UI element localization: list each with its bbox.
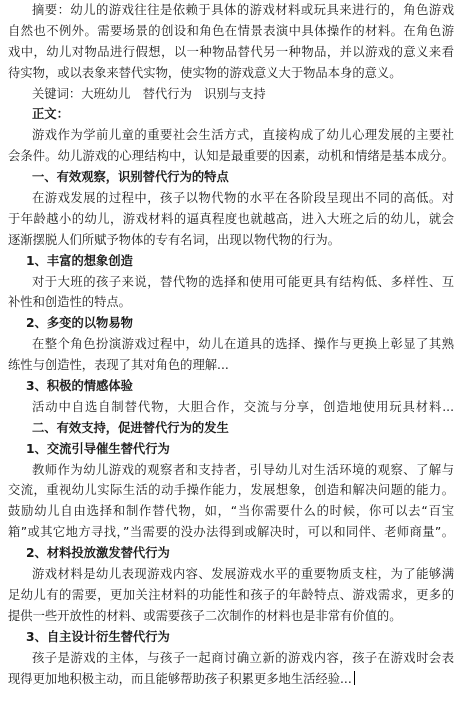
line-text: 补性和创造性的特点。 xyxy=(8,295,131,310)
line-text: 2、多变的以物易物 xyxy=(26,316,133,331)
section-heading-line xyxy=(8,439,454,460)
body-text-line xyxy=(8,272,454,293)
line-text: 练性与创造性，表现了其对角色的理解... xyxy=(8,358,229,373)
line-text: 戏中，幼儿对物品进行假想，以一种物品替代另一种物品，并以游戏的意义来看 xyxy=(8,44,454,59)
body-text-line xyxy=(8,230,454,251)
body-text-line xyxy=(8,480,454,501)
body-text-line xyxy=(8,564,454,585)
line-text: 交流，重视幼儿实际生活的动手操作能力，发展想象，创造和解决问题的能力。 xyxy=(8,483,454,498)
body-text-line xyxy=(8,606,454,627)
body-text-line xyxy=(8,84,454,105)
line-text: 逐渐摆脱人们所赋予物体的专有名词，出现以物代物的行为。 xyxy=(8,232,341,247)
line-text: 箱”或其它地方寻找，”当需要的没办法得到或解决时，可以和同伴、老师商量”。 xyxy=(8,525,454,540)
line-text: 一、有效观察，识别替代行为的特点 xyxy=(32,170,229,185)
line-text: 1、交流引导催生替代行为 xyxy=(26,441,170,456)
line-text: 正文： xyxy=(32,107,69,122)
body-text-line xyxy=(8,648,454,669)
body-text-line xyxy=(8,669,454,690)
section-heading-line xyxy=(8,627,454,648)
line-text: 在游戏发展的过程中，孩子以物代物的水平在各阶段呈现出不同的高低。对 xyxy=(32,191,454,206)
section-heading-line xyxy=(8,313,454,334)
line-text: 游戏作为学前儿童的重要社会生活方式，直接构成了幼儿心理发展的主要社 xyxy=(32,128,454,143)
body-text-line xyxy=(8,355,454,376)
body-text-line xyxy=(8,292,454,313)
line-text: 游戏材料是幼儿表现游戏内容、发展游戏水平的重要物质支柱，为了能够满 xyxy=(32,567,454,582)
line-text: 在整个角色扮演游戏过程中，幼儿在道具的选择、操作与更换上彰显了其熟 xyxy=(32,337,454,352)
body-text-line xyxy=(8,397,454,418)
line-text: 现得更加地积极主动，而且能够帮助孩子积累更多地生活经验... xyxy=(8,671,352,686)
section-heading-line xyxy=(8,167,454,188)
section-heading-line xyxy=(8,376,454,397)
body-text-line xyxy=(8,146,454,167)
body-text-line xyxy=(8,125,454,146)
line-text: 待实物，或以表象来替代实物，使实物的游戏意义大于物品本身的意义。 xyxy=(8,65,402,80)
line-text: 于年龄越小的幼儿，游戏材料的逼真程度也就越高，进入大班之后的幼儿，就会 xyxy=(8,211,454,226)
line-text: 自然也不例外。需要场景的创设和角色在情景表演中具体操作的材料。在角色游 xyxy=(8,23,454,38)
body-text-line xyxy=(8,209,454,230)
line-text: 孩子是游戏的主体，与孩子一起商讨确立新的游戏内容，孩子在游戏时会表 xyxy=(32,650,454,665)
section-heading-line xyxy=(8,104,454,125)
body-text-line xyxy=(8,501,454,522)
section-heading-line xyxy=(8,251,454,272)
line-text: 二、有效支持，促进替代行为的发生 xyxy=(32,420,229,435)
body-text-line xyxy=(8,585,454,606)
body-text-line xyxy=(8,188,454,209)
line-text: 对于大班的孩子来说，替代物的选择和使用可能更具有结构低、多样性、互 xyxy=(32,274,454,289)
line-text: 摘要：幼儿的游戏往往是依赖于具体的游戏材料或玩具来进行的，角色游戏 xyxy=(32,3,454,17)
section-heading-line xyxy=(8,543,454,564)
line-text: 教师作为幼儿游戏的观察者和支持者，引导幼儿对生活环境的观察、了解与 xyxy=(32,462,454,477)
body-text-line xyxy=(8,334,454,355)
line-text: 会条件。幼儿游戏的心理结构中，认知是最重要的因素，动机和情绪是基本成分。 xyxy=(8,149,454,164)
line-text: 关键词：大班幼儿 替代行为 识别与支持 xyxy=(32,86,266,101)
section-heading-line xyxy=(8,418,454,439)
body-text-line xyxy=(8,522,454,543)
line-text: 3、积极的情感体验 xyxy=(26,379,133,394)
line-text: 1、丰富的想象创造 xyxy=(26,253,133,268)
text-cursor xyxy=(354,671,355,685)
line-text: 3、自主设计衍生替代行为 xyxy=(26,629,170,644)
line-text: 活动中自选自制替代物，大胆合作，交流与分享，创造地使用玩具材料... xyxy=(32,399,454,414)
line-text: 鼓励幼儿自由选择和制作替代物，如，“当你需要什么的时候，你可以去“百宝 xyxy=(8,504,454,519)
body-text-line xyxy=(8,0,454,21)
body-text-line xyxy=(8,42,454,63)
body-text-line xyxy=(8,63,454,84)
body-text-line xyxy=(8,21,454,42)
line-text: 提供一些开放性的材料、或需要孩子二次制作的材料也是非常有价值的。 xyxy=(8,608,402,623)
line-text: 足幼儿有的需要，更加关注材料的功能性和孩子的年龄特点、游戏需求，更多的 xyxy=(8,587,454,602)
line-text: 2、材料投放激发替代行为 xyxy=(26,546,170,561)
body-text-line xyxy=(8,460,454,481)
